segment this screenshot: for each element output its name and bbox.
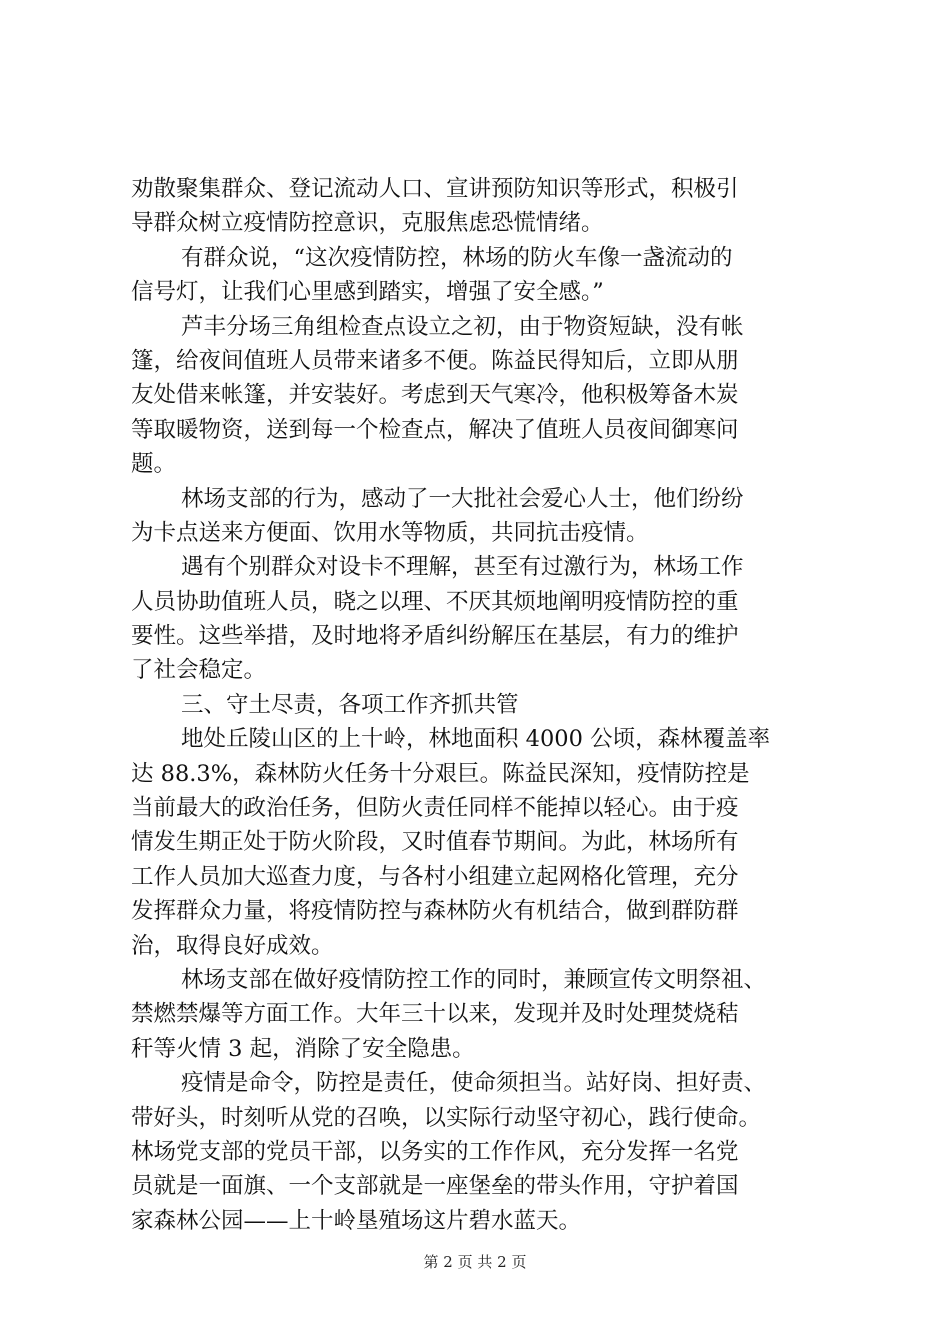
- text-line: 信号灯，让我们心里感到踏实，增强了安全感。”: [131, 279, 604, 306]
- section-heading: 三、守土尽责，各项工作齐抓共管: [181, 691, 519, 718]
- text-line: 员就是一面旗、一个支部就是一座堡垒的带头作用，守护着国: [131, 1173, 739, 1200]
- text-line: 地处丘陵山区的上十岭，林地面积 4000 公顷，森林覆盖率: [181, 726, 771, 753]
- text-line: 了社会稳定。: [131, 657, 267, 684]
- text-line: 林场支部在做好疫情防控工作的同时，兼顾宣传文明祭祖、: [181, 966, 767, 993]
- text-line: 禁燃禁爆等方面工作。大年三十以来，发现并及时处理焚烧秸: [131, 1001, 739, 1028]
- text-line: 劝散聚集群众、登记流动人口、宣讲预防知识等形式，积极引: [131, 176, 739, 202]
- text-line: 达 88.3%，森林防火任务十分艰巨。陈益民深知，疫情防控是: [131, 760, 750, 787]
- text-line: 治，取得良好成效。: [131, 932, 334, 959]
- text-line: 林场支部的行为，感动了一大批社会爱心人士，他们纷纷: [181, 485, 744, 512]
- text-line: 友处借来帐篷，并安装好。考虑到天气寒冷，他积极筹备木炭: [131, 382, 739, 409]
- text-line: 等取暖物资，送到每一个检查点，解决了值班人员夜间御寒问: [131, 416, 739, 443]
- text-line: 为卡点送来方便面、饮用水等物质，共同抗击疫情。: [131, 519, 649, 546]
- text-line: 题。: [131, 451, 177, 478]
- text-line: 芦丰分场三角组检查点设立之初，由于物资短缺，没有帐: [181, 313, 744, 340]
- text-line: 有群众说，“这次疫情防控，林场的防火车像一盏流动的: [181, 244, 733, 271]
- text-line: 遇有个别群众对设卡不理解，甚至有过激行为，林场工作: [181, 554, 744, 581]
- text-line: 篷，给夜间值班人员带来诸多不便。陈益民得知后，立即从朋: [131, 347, 739, 374]
- text-line: 带好头，时刻听从党的召唤，以实际行动坚守初心，践行使命。: [131, 1104, 762, 1131]
- text-line: 工作人员加大巡查力度，与各村小组建立起网格化管理，充分: [131, 863, 739, 890]
- text-line: 秆等火情 3 起，消除了安全隐患。: [131, 1035, 475, 1062]
- text-line: 导群众树立疫情防控意识，克服焦虑恐慌情绪。: [131, 210, 604, 237]
- page-number-footer: 第 2 页 共 2 页: [423, 1253, 527, 1271]
- text-line: 疫情是命令，防控是责任，使命须担当。站好岗、担好责、: [181, 1070, 767, 1097]
- text-line: 当前最大的政治任务，但防火责任同样不能掉以轻心。由于疫: [131, 795, 739, 822]
- text-line: 情发生期正处于防火阶段，又时值春节期间。为此，林场所有: [131, 829, 739, 856]
- text-line: 林场党支部的党员干部，以务实的工作作风，充分发挥一名党: [131, 1138, 739, 1165]
- text-line: 要性。这些举措，及时地将矛盾纠纷解压在基层，有力的维护: [131, 623, 739, 650]
- text-line: 家森林公园——上十岭垦殖场这片碧水蓝天。: [131, 1207, 582, 1234]
- text-line: 发挥群众力量，将疫情防控与森林防火有机结合，做到群防群: [131, 898, 739, 925]
- article-body: [131, 172, 851, 1238]
- text-line: 人员协助值班人员，晓之以理、不厌其烦地阐明疫情防控的重: [131, 588, 739, 615]
